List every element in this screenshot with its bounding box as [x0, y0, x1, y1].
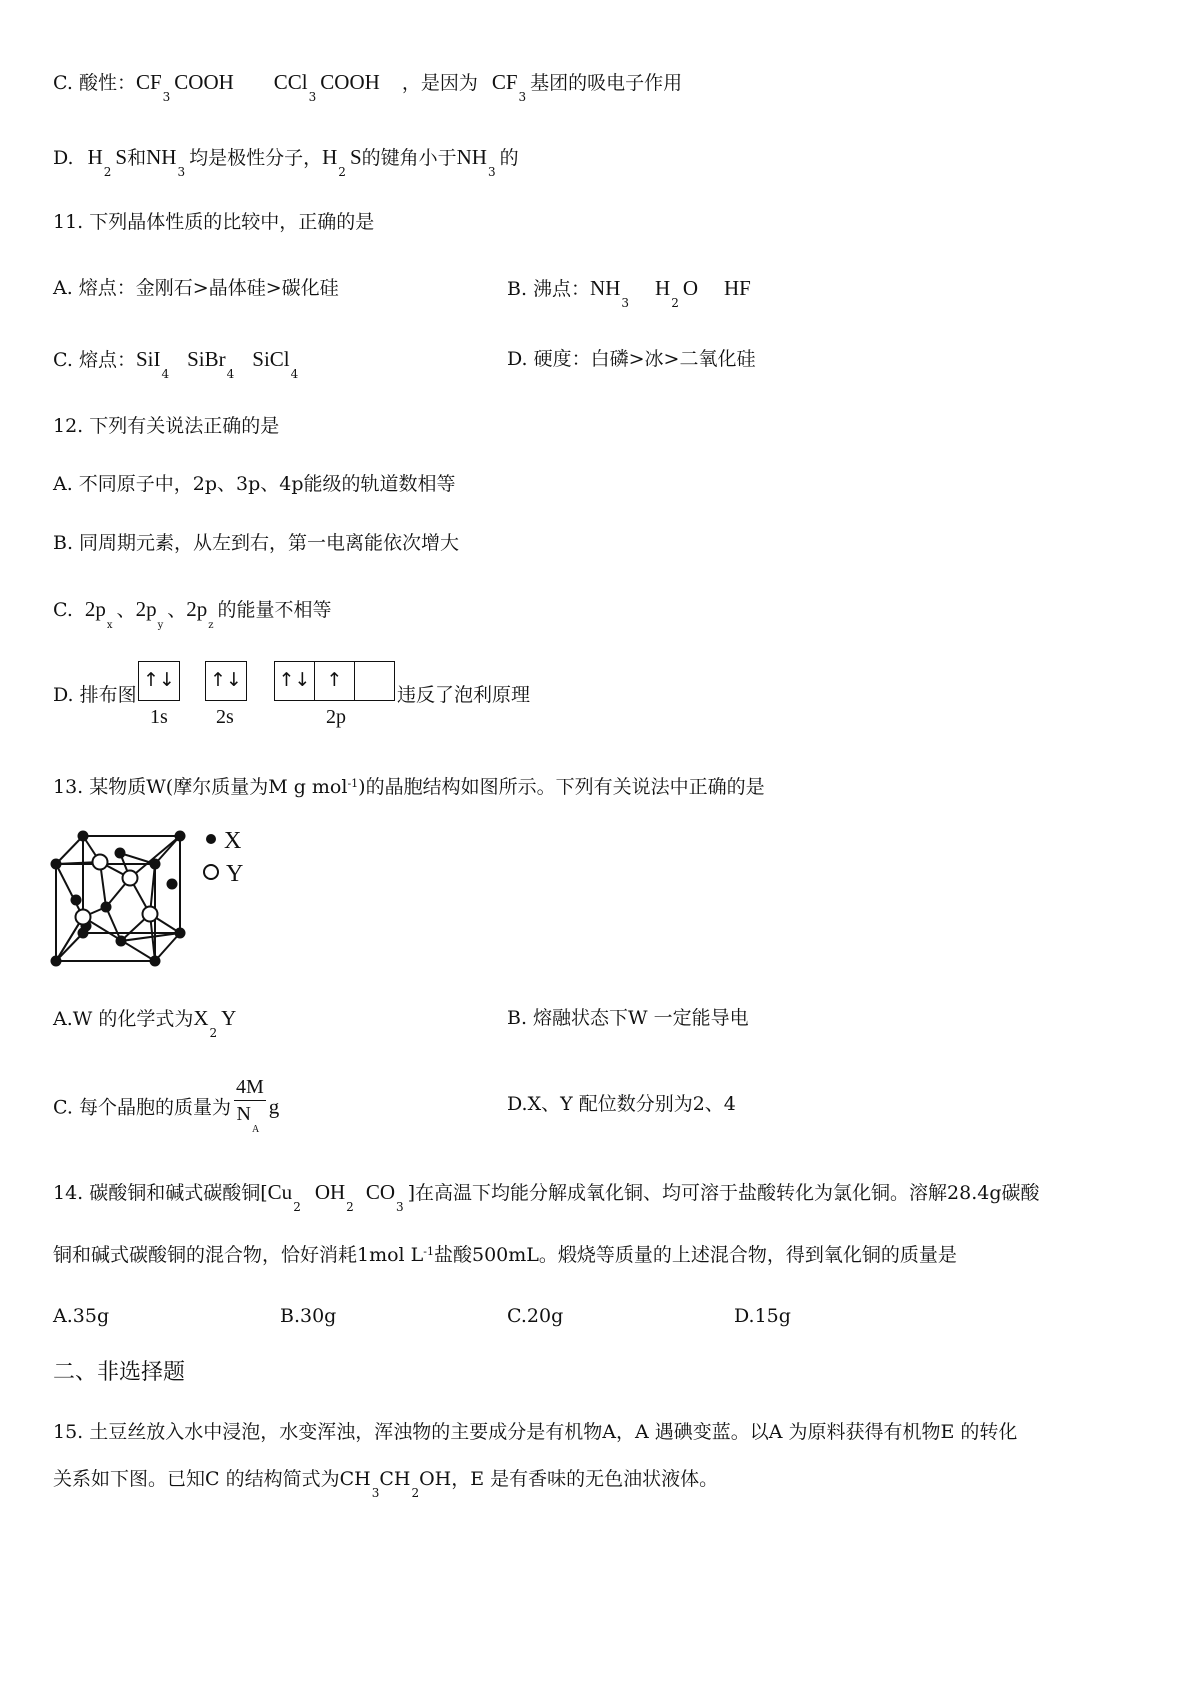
q12-option-d-tail: 违反了泡利原理 [397, 684, 531, 706]
orbital-box-2p-3 [354, 661, 395, 701]
q14-option-d: D.15g [734, 1305, 791, 1327]
q10-option-d: D. $H_2S$和$NH_3$均是极性分子，$H_2S$的键角小于$NH_3$的 [53, 145, 519, 179]
q14-option-a: A.35g [53, 1305, 110, 1327]
q11-option-a: A. 熔点：金刚石>晶体硅>碳化硅 [53, 277, 339, 299]
q13-option-a: A.W 的化学式为$X_2Y$ [53, 1006, 237, 1040]
orbital-label-2s: 2s [216, 706, 234, 728]
q12-option-d-lead: D. 排布图 [53, 684, 137, 706]
orbital-box-2s: ↑↓ [205, 661, 247, 701]
q14-option-c: C.20g [507, 1305, 564, 1327]
q14-line-2: 铜和碱式碳酸铜的混合物，恰好消耗1mol $L^{-1}$盐酸500mL。煅烧等质量的上述混合物，得到氧化铜的质量是 [53, 1244, 957, 1266]
q12-option-a: A. 不同原子中，2p、3p、4p能级的轨道数相等 [53, 473, 456, 495]
q15-line-2: 关系如下图。已知C 的结构简式为$CH_3CH_2OH$，E 是有香味的无色油状液体。 [53, 1468, 719, 1500]
q15-line-1: 15. 土豆丝放入水中浸泡，水变浑浊，浑浊物的主要成分是有机物A，A 遇碘变蓝。以A 为原料获得有机物E 的转化 [53, 1421, 1018, 1443]
q12-stem: 12. 下列有关说法正确的是 [53, 415, 280, 437]
q13-option-b: B. 熔融状态下W 一定能导电 [507, 1007, 749, 1029]
q13-option-d: D.X、Y 配位数分别为2、4 [507, 1093, 736, 1115]
q13-stem: 13. 某物质W(摩尔质量为M g mol$^{-1}$)的晶胞结构如图所示。下列有关说法中正确的是 [53, 776, 765, 798]
q11-option-d: D. 硬度：白磷>冰>二氧化硅 [507, 348, 756, 370]
q11-option-c: C. 熔点：SiI$_4$SiBr$_4$SiCl$_4$ [53, 347, 299, 381]
q14-option-b: B.30g [280, 1305, 337, 1327]
fraction-4m-over-na: $\frac{4M}{N_A}$ [235, 1076, 264, 1135]
legend-x-marker [206, 834, 216, 844]
q13-option-c: C. 每个晶胞的质量为 $\frac{4M}{N_A}$ g [53, 1074, 279, 1143]
q12-option-b: B. 同周期元素，从左到右，第一电离能依次增大 [53, 532, 460, 554]
q11-option-b: B. 沸点：$NH_3H_2O$ HF [507, 276, 751, 310]
orbital-label-2p: 2p [326, 706, 346, 728]
q14-line-1: 14. 碳酸铜和碱式碳酸铜$[Cu_2OH_2CO_3]$在高温下均能分解成氧化铜、均可溶于盐酸转化为氯化铜。溶解28.4g碳酸 [53, 1180, 1040, 1214]
unit-cell-diagram [40, 822, 270, 972]
q12-option-c: C. $2p_x$、$2p_y$、$2p_z$的能量不相等 [53, 597, 332, 631]
legend-x-label: X [224, 828, 242, 854]
orbital-box-1s: ↑↓ [138, 661, 180, 701]
section-heading: 二、非选择题 [53, 1360, 186, 1385]
orbital-box-2p-2: ↑ [314, 661, 355, 701]
q11-stem: 11. 下列晶体性质的比较中，正确的是 [53, 211, 375, 233]
orbital-label-1s: 1s [150, 706, 168, 728]
q10-option-c: C. 酸性：$CF_3COOH$ CCl$_3$COOH ，是因为 $CF_3$基团的吸电子作用 [53, 70, 683, 104]
legend-y-label: Y [226, 861, 244, 887]
legend-y-marker [204, 865, 218, 879]
orbital-box-2p-1: ↑↓ [274, 661, 315, 701]
